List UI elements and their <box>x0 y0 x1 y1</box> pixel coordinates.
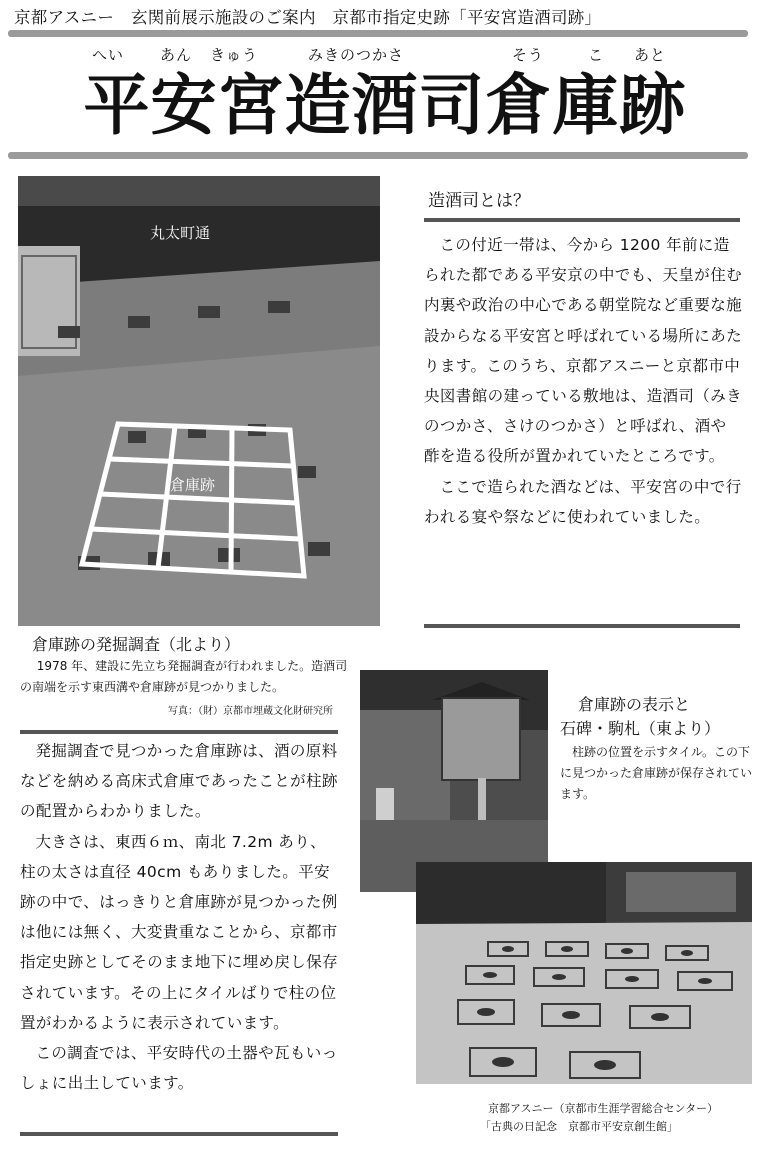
ruby-an: あん <box>160 46 193 64</box>
page-title: 平安宮造酒司倉庫跡 <box>83 67 687 144</box>
body-paragraph-2: 大きさは、東西６ｍ、南北 7.2m あり、柱の太さは直径 40cm もありました。平安跡の中で、はっきりと倉庫跡が見つかった例は他には無く、大変貴重なことから、京都市指定史跡としてそのまま地下に埋め戻し保存されています。その上にタイルばりで柱の位置がわかるように表示されています。 <box>20 832 339 1032</box>
photo1-caption-title: 倉庫跡の発掘調査（北より） <box>32 635 241 654</box>
photo2-caption-title-2: 石碑・駒札（東より） <box>560 719 721 738</box>
header-line: 京都アスニー 玄関前展示施設のご案内 京都市指定史跡「平安宮造酒司跡」 <box>14 8 602 27</box>
body-paragraph-1: 発掘調査で見つかった倉庫跡は、酒の原料などを納める高床式倉庫であったことが柱跡の配置からわかりました。 <box>20 742 338 821</box>
section-bottom-rule <box>424 624 740 628</box>
footer-line-2: 「古典の日記念 京都市平安京創生館」 <box>480 1120 678 1133</box>
tile-plaza-photo <box>416 862 752 1084</box>
body-top-rule <box>20 730 338 734</box>
section-text <box>424 230 742 532</box>
signboard-photo <box>360 670 548 892</box>
tile-plaza-photo-image <box>416 862 752 1084</box>
label-marutamachi: 丸太町通 <box>150 224 211 242</box>
ruby-mikinotsukasa: みきのつかさ <box>308 46 405 64</box>
body-bottom-rule <box>20 1132 338 1136</box>
label-souko-ato: 倉庫跡 <box>170 476 216 494</box>
photo1-credit: 写真：（財）京都市埋蔵文化財研究所 <box>168 706 333 717</box>
photo2-caption-title-1: 倉庫跡の表示と <box>578 695 691 714</box>
ruby-sou: そう <box>512 46 545 64</box>
ruby-ato: あと <box>634 46 667 64</box>
ruby-ko: こ <box>588 46 605 64</box>
section-paragraph-2: ここで造られた酒などは、平安宮の中で行われる宴や祭などに使われていました。 <box>424 477 742 526</box>
section-paragraph-1: この付近一帯は、今から 1200 年前に造られた都である平安京の中でも、天皇が住む内裏や政治の中心である朝堂院など重要な施設からなる平安宮と呼ばれている場所にあたります。このうち、京都アスニーと京都市中央図書館の建っている敷地は、造酒司（みきのつかさ、さけのつかさ）と呼ばれ、酒や酢を造る役所が置かれていたところです。 <box>424 236 743 466</box>
photo2-caption-text: 柱跡の位置を示すタイル。この下に見つかった倉庫跡が保存されています。 <box>560 745 753 801</box>
excavation-photo <box>18 176 380 626</box>
body-paragraph-3: この調査では、平安時代の土器や瓦もいっしょに出土しています。 <box>20 1044 338 1093</box>
ruby-kyuu: きゅう <box>210 46 259 64</box>
section-heading-rule <box>424 218 740 222</box>
excavation-photo-image <box>18 176 380 626</box>
photo1-caption-text: 1978 年、建設に先立ち発掘調査が行われました。造酒司の南端を示す東西溝や倉庫跡が見つかりました。 <box>20 659 348 694</box>
body-text <box>20 736 340 1098</box>
header-bar-bottom <box>8 152 748 159</box>
footer-line-1: 京都アスニー（京都市生涯学習総合センター） <box>488 1102 719 1115</box>
header-bar-top <box>8 30 748 37</box>
ruby-hei: へい <box>92 46 125 64</box>
section-heading: 造酒司とは？ <box>428 191 530 211</box>
signboard-photo-image <box>360 670 548 892</box>
title-ruby <box>0 44 770 64</box>
